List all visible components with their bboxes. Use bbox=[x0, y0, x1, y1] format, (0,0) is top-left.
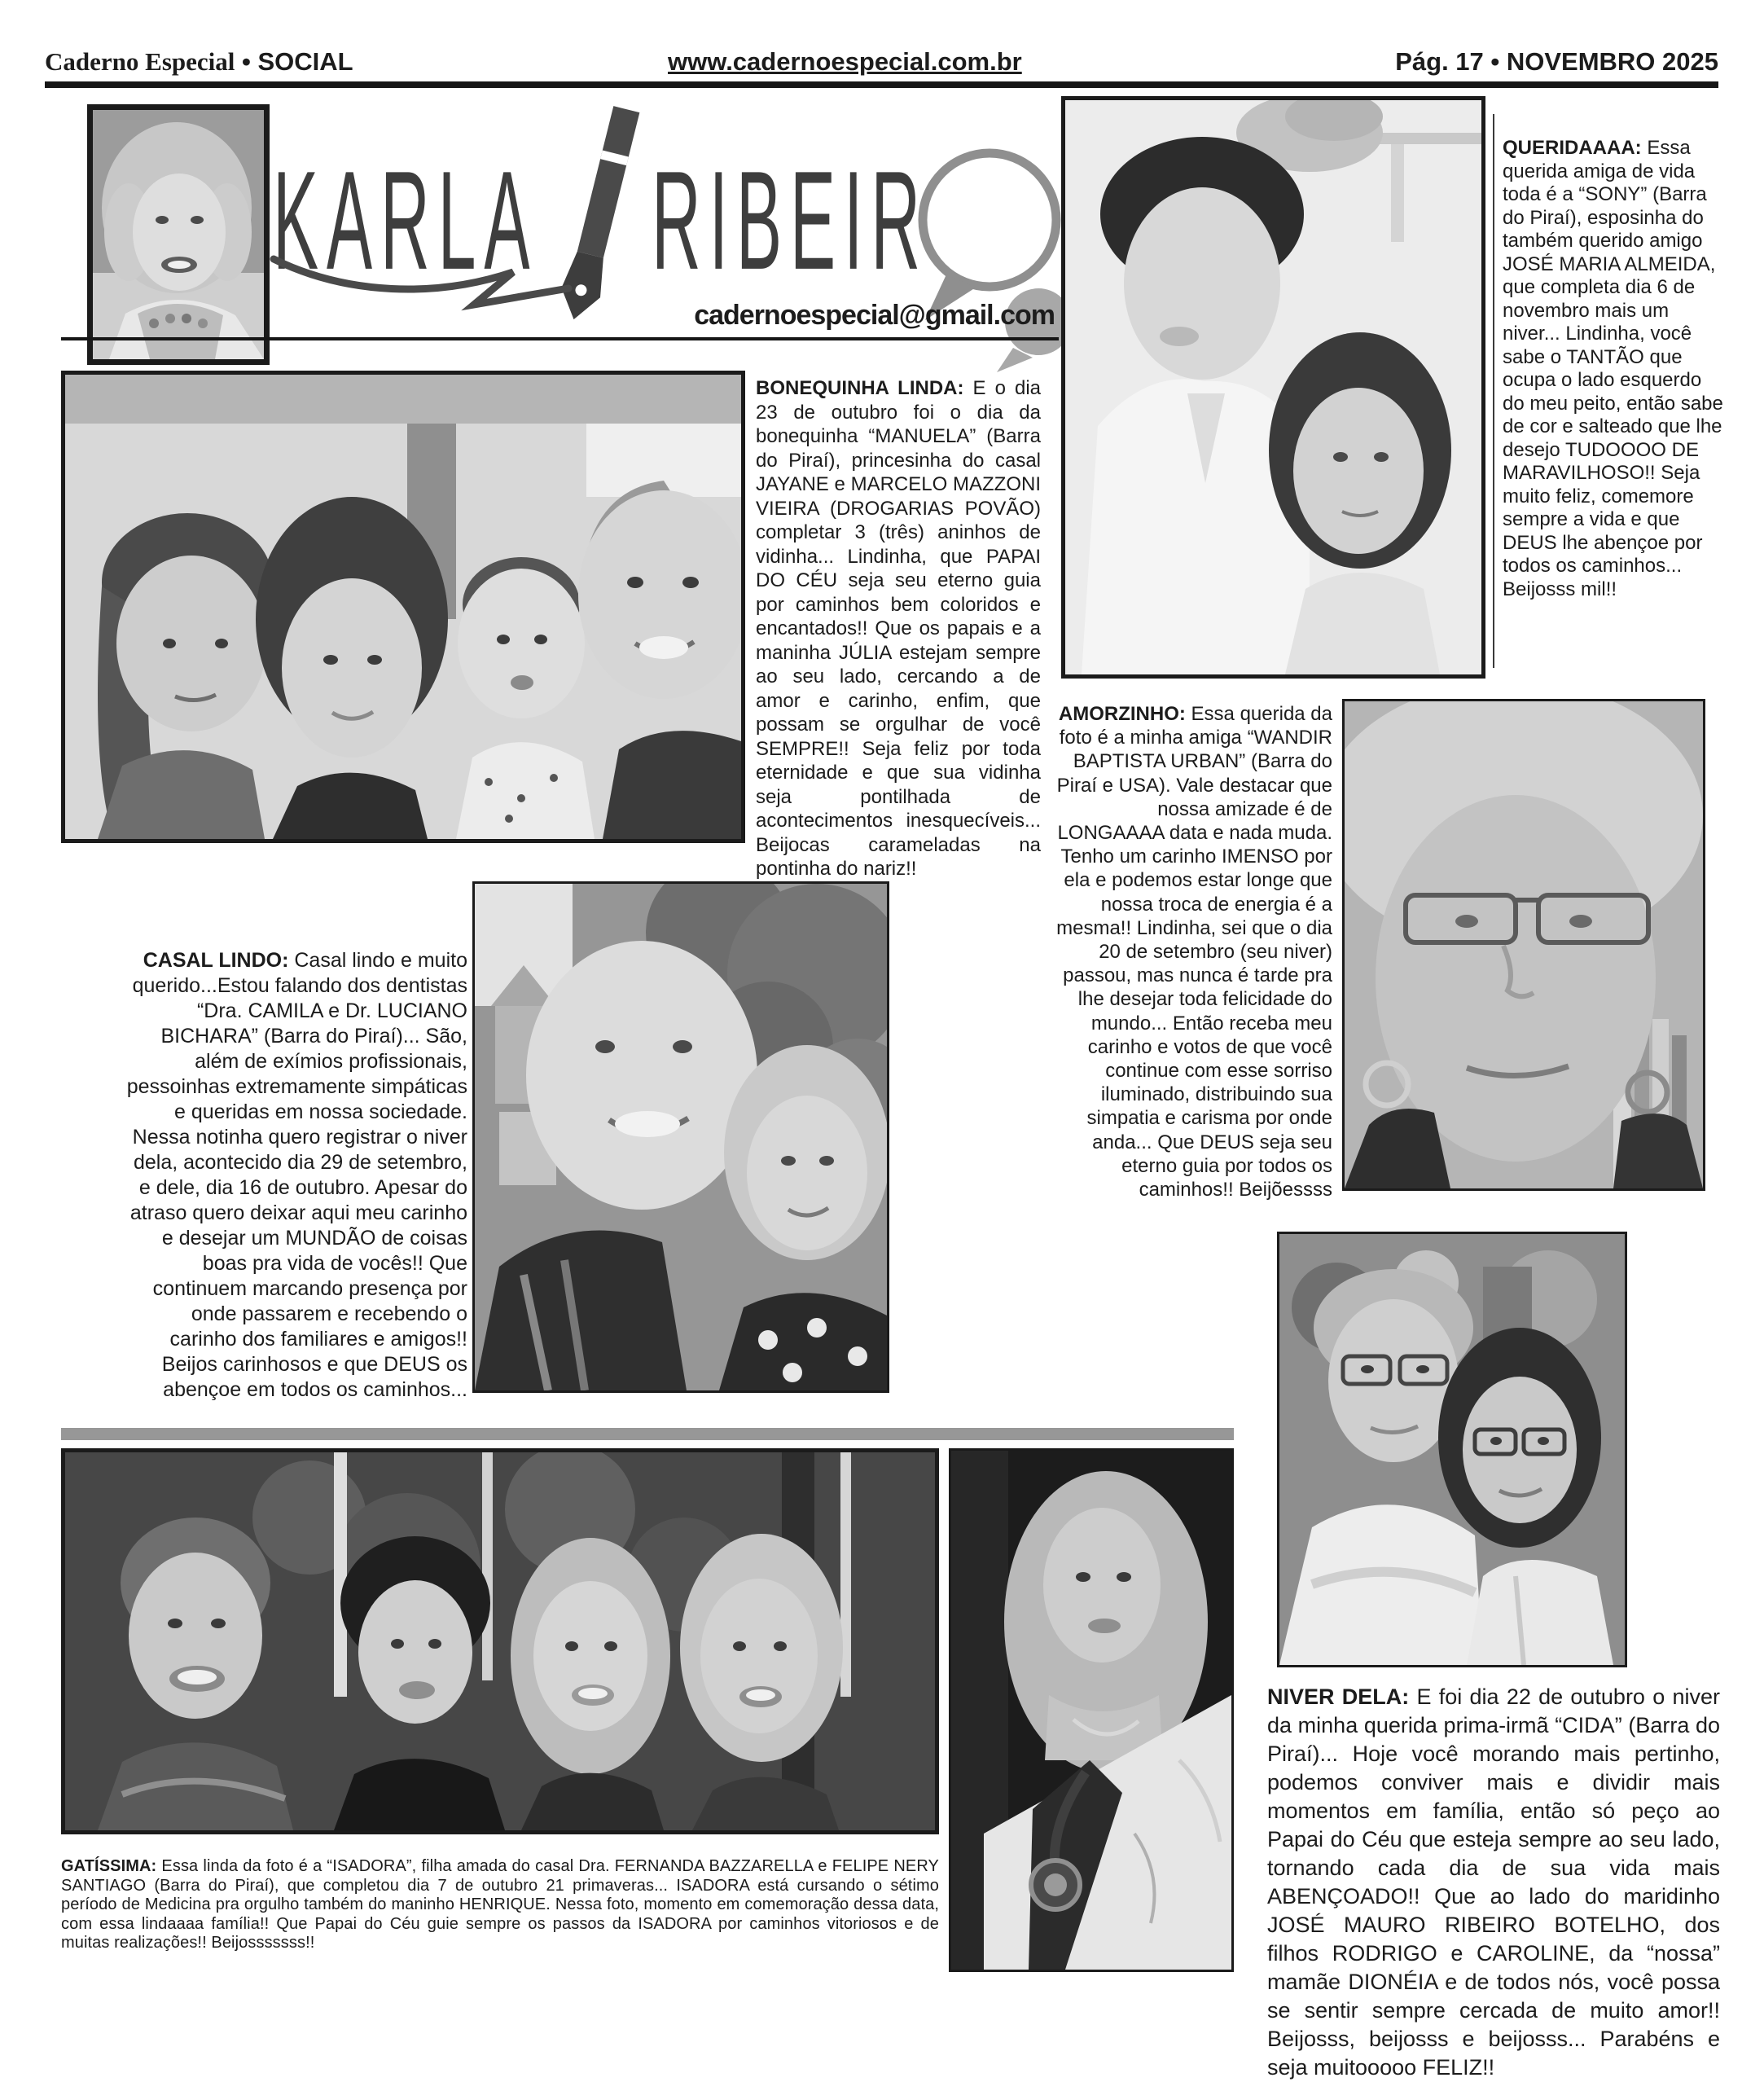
article-queridaaaa-title: QUERIDAAAA: bbox=[1503, 137, 1642, 159]
article-amorzinho bbox=[1046, 702, 1332, 1201]
edition-brand: Caderno Especial bbox=[45, 47, 235, 76]
website-url: www.cadernoespecial.com.br bbox=[668, 47, 1022, 76]
casal-lindo-photo bbox=[472, 881, 889, 1393]
edition-section: • SOCIAL bbox=[242, 47, 353, 76]
article-bonequinha-title: BONEQUINHA LINDA: bbox=[756, 377, 964, 399]
article-casal-lindo-body: Casal lindo e muito querido...Estou falando dos dentistas “Dra. CAMILA e Dr. LUCIANO BICHARA” (Barra do Piraí)... São, além de exímios profissionais, pessoinhas extremamente simpáticas e queridas em nossa sociedade. Nessa notinha quero registrar o niver dela, acontecido dia 29 de setembro, e dele, dia 16 de outubro. Apesar do atraso quero deixar aqui meu carinho e desejar um MUNDÃO de coisas boas pra vida de vocês!! Que continuem marcando presença por onde passarem e recebendo o carinho dos familiares e amigos!! Beijos carinhosos e que DEUS os abençoe em todos os caminhos... bbox=[126, 949, 467, 1401]
article-amorzinho-body: Essa querida da foto é a minha amiga “WANDIR BAPTISTA URBAN” (Barra do Piraí e USA). Vale destacar que nossa amizade é de LONGAAAA data e nada muda. Tenho um carinho IMENSO por ela e podemos estar longe que nossa troca de energia é a mesma!! Lindinha, sei que o dia 20 de setembro (seu niver) passou, mas nunca é tarde pra lhe desejar toda felicidade do mundo... Então receba meu carinho e votos de que você continue com esse sorriso iluminado, distribuindo sua simpatia e carisma por onde anda... Que DEUS seja seu eterno guia por todos os caminhos!! Beijõessss bbox=[1056, 703, 1332, 1201]
logo-karla bbox=[273, 140, 538, 299]
article-bonequinha-body: E o dia 23 de outubro foi o dia da bonequinha “MANUELA” (Barra do Piraí), princesinha do casal JAYANE e MARCELO MAZZONI VIEIRA (DROGARIAS POVÃO) completar 3 (três) aninhos de vidinha... Lindinha, que PAPAI DO CÉU seja seu eterno guia por caminhos bem coloridos e encantados!! Que os papais e a maninha JÚLIA estejam sempre ao seu lado, cercando a de amor e carinho, enfim, que possam se orgulhar de você SEMPRE!! Seja feliz por toda eternidade e que sua vidinha seja pontilhada de acontecimentos inesquecíveis... Beijocas carameladas na pontinha do nariz!! bbox=[756, 377, 1041, 880]
isadora-family-art bbox=[65, 1452, 935, 1830]
article-queridaaaa-body: Essa querida amiga de vida toda é a “SONY” (Barra do Piraí), esposinha do também querido amigo JOSÉ MARIA ALMEIDA, que completa dia 6 de novembro mais um niver... Lindinha, você sabe o TANTÃO que ocupa o lado esquerdo do meu peito, então sabe de cor e salteado que lhe desejo TUDOOOO DE MARAVILHOSO!! Seja muito feliz, comemore sempre a vida e que DEUS lhe abençoe por todos os caminhos... Beijosss mil!! bbox=[1503, 137, 1723, 600]
logo-underline-swoosh bbox=[269, 236, 619, 342]
camila-luciano-selfie-art bbox=[475, 884, 887, 1390]
header-rule bbox=[45, 81, 1718, 88]
masthead-rule bbox=[61, 337, 1059, 340]
columnist-portrait-art bbox=[93, 110, 264, 359]
article-amorzinho-title: AMORZINHO: bbox=[1058, 703, 1186, 725]
article-gatissima-body: Essa linda da foto é a “ISADORA”, filha amada do casal Dra. FERNANDA BAZZARELLA e FELIPE NERY SANTIAGO (Barra do Piraí), que completou dia 7 de outubro 21 primaveras... ISADORA está cursando o sétimo período de Medicina pra orgulho também do maninho HENRIQUE. Nessa foto, momento em comemoração dessa data, com essa lindaaaa família!! Que Papai do Céu guie sempre os passos da ISADORA por caminhos vitoriosos e de muitas realizações!! Beijosssssss!! bbox=[61, 1857, 939, 1952]
logo-word-second: RIBEIR bbox=[652, 142, 929, 299]
jose-sony-couple-art bbox=[1065, 100, 1481, 674]
article-casal-lindo bbox=[119, 948, 467, 1403]
section-divider-bar bbox=[61, 1428, 1234, 1440]
logo-ribeiro bbox=[652, 140, 929, 299]
column-divider bbox=[1493, 114, 1494, 668]
article-casal-lindo-title: CASAL LINDO: bbox=[143, 949, 289, 972]
page-number-date: Pág. 17 • NOVEMBRO 2025 bbox=[1395, 47, 1718, 76]
cida-couple-art bbox=[1279, 1234, 1625, 1665]
amorzinho-photo bbox=[1342, 699, 1705, 1191]
article-queridaaaa bbox=[1503, 137, 1724, 601]
article-gatissima-title: GATÍSSIMA: bbox=[61, 1857, 157, 1875]
bonequinha-photo bbox=[61, 371, 745, 843]
queridaaaa-photo bbox=[1061, 96, 1485, 679]
article-niver-dela-body: E foi dia 22 de outubro o niver da minha querida prima-irmã “CIDA” (Barra do Piraí)... Hoje você morando mais pertinho, podemos conviver mais e dividir mais momentos em família, então só peço ao Papai do Céu que esteja sempre ao seu lado, tornando cada dia de sua vida mais ABENÇOADO!! Que ao lado do maridinho JOSÉ MAURO RIBEIRO BOTELHO, dos filhos RODRIGO e CAROLINE, da “nossa” mamãe DIONÉIA e de todos nós, você possa se sentir sempre cercada de muito amor!! Beijosss, beijosss e beijosss... Parabéns e seja muitooooo FELIZ!! bbox=[1267, 1684, 1720, 2080]
columnist-photo bbox=[87, 104, 270, 365]
edition-title bbox=[45, 47, 353, 77]
isadora-portrait-photo bbox=[949, 1448, 1234, 1972]
contact-email: cadernoespecial@gmail.com bbox=[694, 300, 1055, 331]
gatissima-photo bbox=[61, 1448, 939, 1834]
article-niver-dela bbox=[1267, 1683, 1720, 2082]
logo-word-first: KARLA bbox=[273, 142, 538, 299]
article-gatissima bbox=[61, 1857, 939, 1953]
niver-dela-photo bbox=[1277, 1232, 1627, 1667]
article-niver-dela-title: NIVER DELA: bbox=[1267, 1684, 1410, 1709]
manuela-family-art bbox=[65, 375, 741, 839]
wandir-closeup-art bbox=[1345, 701, 1703, 1188]
isadora-medicine-art bbox=[951, 1451, 1231, 1970]
article-bonequinha bbox=[756, 376, 1041, 881]
